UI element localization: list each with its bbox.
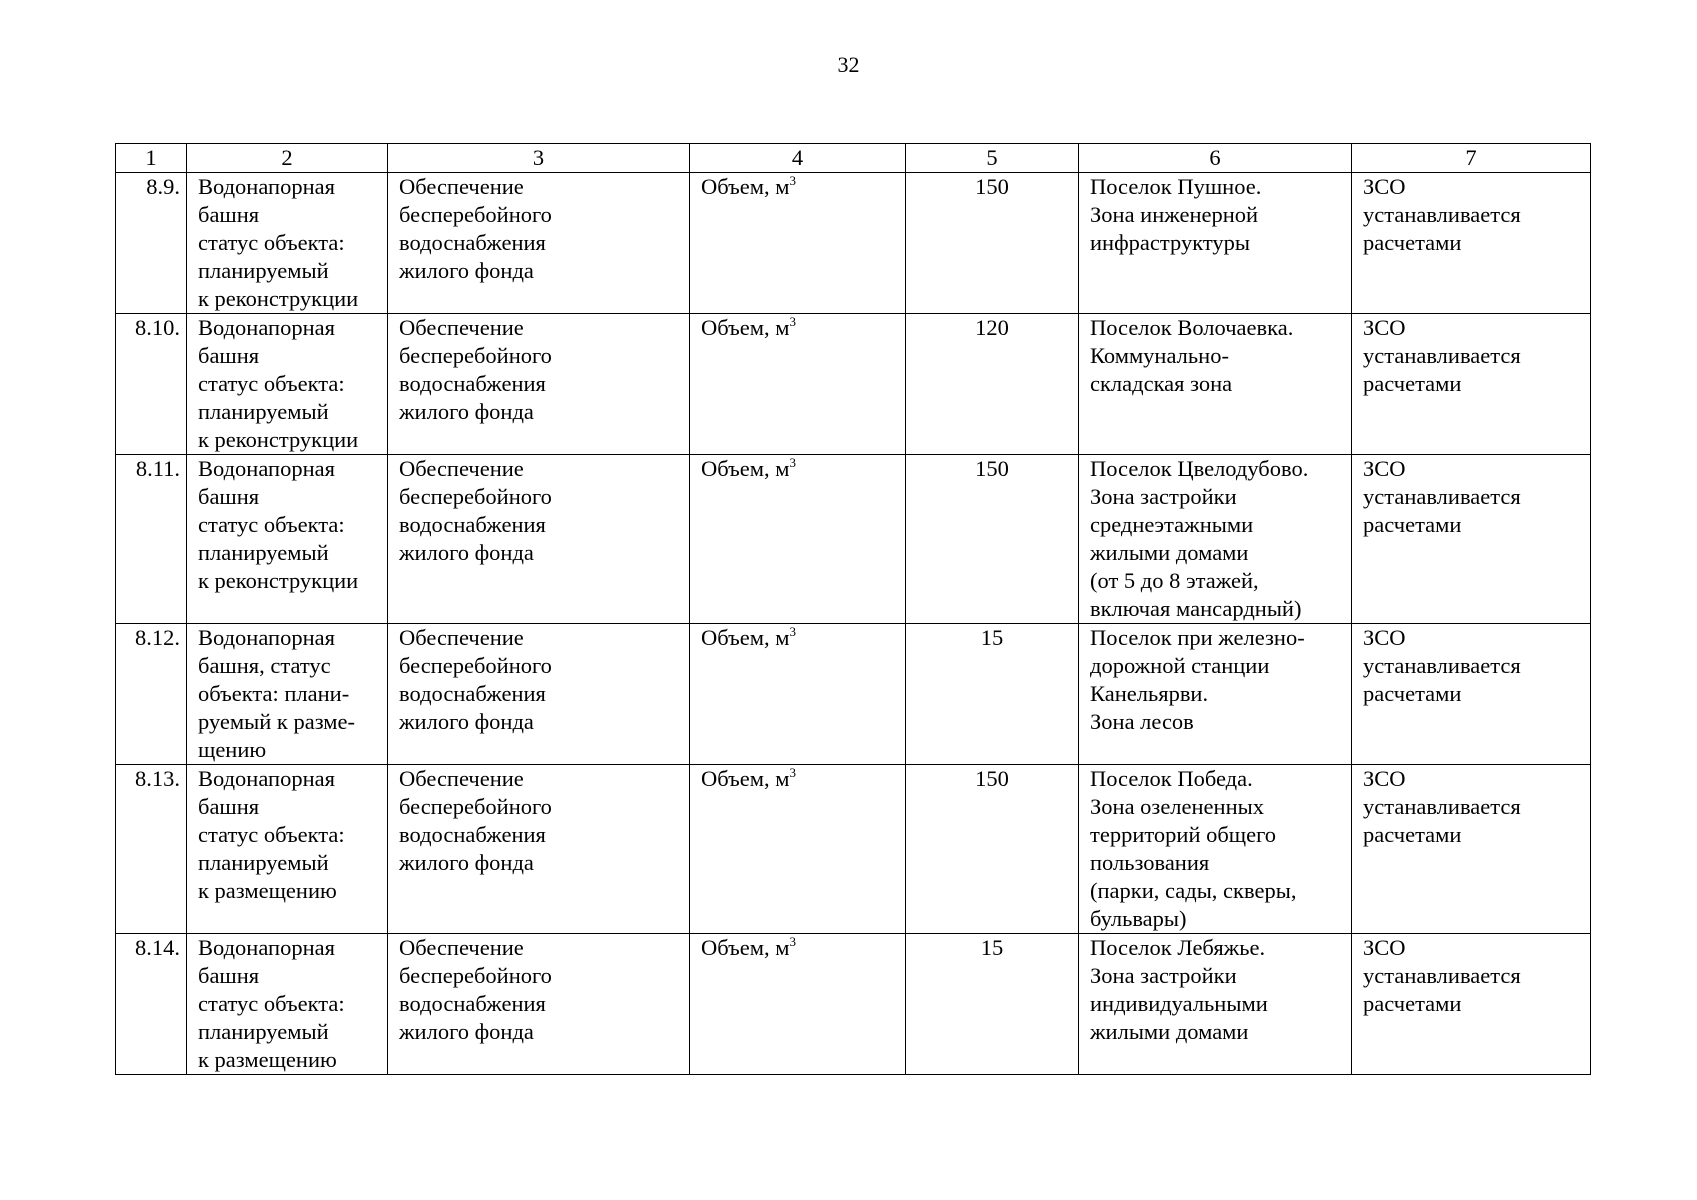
parameter-label: Объем, м: [701, 766, 790, 791]
object-location: Поселок Волочаевка. Коммунально- складская зона: [1079, 314, 1352, 455]
row-number: 8.9.: [116, 173, 187, 314]
parameter-label: Объем, м: [701, 174, 790, 199]
parameter-value: 150: [906, 455, 1079, 624]
object-purpose: Обеспечение бесперебойного водоснабжения жилого фонда: [388, 455, 690, 624]
table-header-row: [116, 144, 1591, 173]
unit-superscript: 3: [789, 765, 796, 780]
unit-superscript: 3: [789, 934, 796, 949]
table-row: [116, 934, 1591, 1075]
object-location: Поселок Лебяжье. Зона застройки индивидуальными жилыми домами: [1079, 934, 1352, 1075]
row-number: 8.12.: [116, 624, 187, 765]
parameter-value: 120: [906, 314, 1079, 455]
parameter-label: Объем, м: [701, 456, 790, 481]
table-row: [116, 624, 1591, 765]
object-location: Поселок Пушное. Зона инженерной инфраструктуры: [1079, 173, 1352, 314]
table-row: [116, 765, 1591, 934]
object-location: Поселок при железно- дорожной станции Канельярви. Зона лесов: [1079, 624, 1352, 765]
unit-superscript: 3: [789, 624, 796, 639]
column-header: 4: [690, 144, 906, 173]
parameter-label: Объем, м: [701, 625, 790, 650]
column-header: 5: [906, 144, 1079, 173]
parameter-cell: [690, 314, 906, 455]
column-header: 6: [1079, 144, 1352, 173]
column-header: 7: [1352, 144, 1591, 173]
column-header: 1: [116, 144, 187, 173]
object-purpose: Обеспечение бесперебойного водоснабжения жилого фонда: [388, 934, 690, 1075]
parameter-cell: [690, 934, 906, 1075]
column-header: 3: [388, 144, 690, 173]
row-number: 8.13.: [116, 765, 187, 934]
parameter-label: Объем, м: [701, 315, 790, 340]
parameter-value: 15: [906, 934, 1079, 1075]
object-purpose: Обеспечение бесперебойного водоснабжения жилого фонда: [388, 173, 690, 314]
object-name: Водонапорная башня статус объекта: планируемый к реконструкции: [187, 173, 388, 314]
protection-zone: ЗСО устанавливается расчетами: [1352, 624, 1591, 765]
table-row: [116, 314, 1591, 455]
page-number: 32: [837, 52, 860, 77]
table-row: [116, 173, 1591, 314]
parameter-label: Объем, м: [701, 935, 790, 960]
row-number: 8.11.: [116, 455, 187, 624]
parameter-value: 15: [906, 624, 1079, 765]
unit-superscript: 3: [789, 455, 796, 470]
parameter-cell: [690, 455, 906, 624]
object-name: Водонапорная башня статус объекта: планируемый к размещению: [187, 934, 388, 1075]
object-name: Водонапорная башня статус объекта: планируемый к реконструкции: [187, 455, 388, 624]
parameter-cell: [690, 765, 906, 934]
object-location: Поселок Победа. Зона озелененных территорий общего пользования (парки, сады, скверы, бульвары): [1079, 765, 1352, 934]
object-name: Водонапорная башня статус объекта: планируемый к размещению: [187, 765, 388, 934]
object-purpose: Обеспечение бесперебойного водоснабжения жилого фонда: [388, 765, 690, 934]
facilities-table: [115, 143, 1591, 1075]
unit-superscript: 3: [789, 173, 796, 188]
protection-zone: ЗСО устанавливается расчетами: [1352, 765, 1591, 934]
parameter-cell: [690, 624, 906, 765]
table-row: [116, 455, 1591, 624]
object-name: Водонапорная башня, статус объекта: плани- руемый к разме- щению: [187, 624, 388, 765]
protection-zone: ЗСО устанавливается расчетами: [1352, 934, 1591, 1075]
object-location: Поселок Цвелодубово. Зона застройки среднеэтажными жилыми домами (от 5 до 8 этажей, включая мансардный): [1079, 455, 1352, 624]
row-number: 8.14.: [116, 934, 187, 1075]
parameter-cell: [690, 173, 906, 314]
parameter-value: 150: [906, 765, 1079, 934]
object-name: Водонапорная башня статус объекта: планируемый к реконструкции: [187, 314, 388, 455]
protection-zone: ЗСО устанавливается расчетами: [1352, 314, 1591, 455]
protection-zone: ЗСО устанавливается расчетами: [1352, 455, 1591, 624]
object-purpose: Обеспечение бесперебойного водоснабжения жилого фонда: [388, 624, 690, 765]
unit-superscript: 3: [789, 314, 796, 329]
parameter-value: 150: [906, 173, 1079, 314]
row-number: 8.10.: [116, 314, 187, 455]
protection-zone: ЗСО устанавливается расчетами: [1352, 173, 1591, 314]
column-header: 2: [187, 144, 388, 173]
object-purpose: Обеспечение бесперебойного водоснабжения жилого фонда: [388, 314, 690, 455]
